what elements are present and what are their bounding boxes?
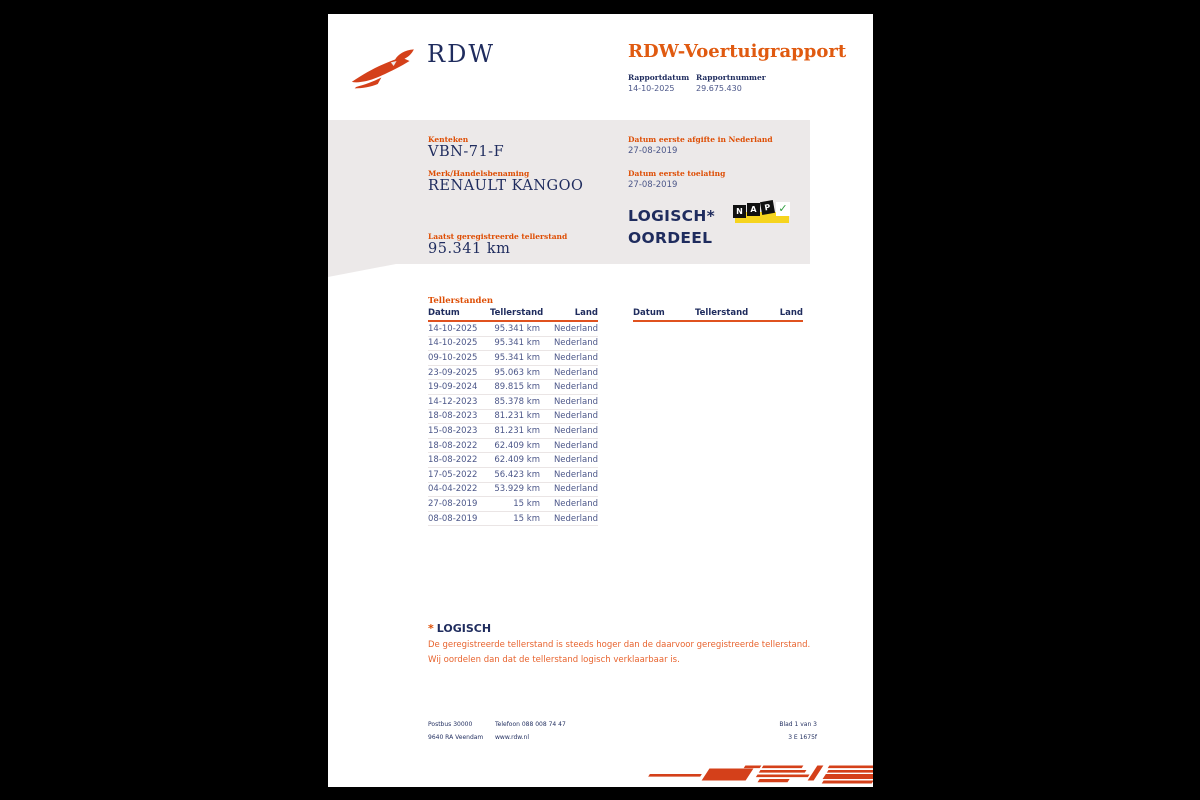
kenteken-label: Kenteken <box>428 135 469 144</box>
footer-page-indicator: Blad 1 van 3 <box>779 721 817 728</box>
table-row <box>428 351 598 366</box>
footer-form-code: 3 E 1675f <box>788 734 817 741</box>
table-cell: 95.341 km <box>494 338 540 349</box>
oordeel-text <box>628 205 715 249</box>
table-cell: 14-12-2023 <box>428 396 478 407</box>
footer-address-line2: 9640 RA Veendam <box>428 734 484 741</box>
table-cell: 56.423 km <box>494 469 540 480</box>
table-cell: 62.409 km <box>494 455 540 466</box>
table-row <box>428 395 598 410</box>
tellerstand-table-left <box>428 308 598 526</box>
table-cell: Nederland <box>553 367 598 378</box>
col-tellerstand: Tellerstand <box>490 308 544 318</box>
table-cell: Nederland <box>553 440 598 451</box>
table-cell: 14-10-2025 <box>428 323 478 334</box>
table-row <box>428 322 598 337</box>
table-cell: 08-08-2019 <box>428 513 478 524</box>
table-cell: Nederland <box>553 425 598 436</box>
nap-logo <box>733 200 793 228</box>
note-title-text: LOGISCH <box>436 622 492 635</box>
table-cell: 04-04-2022 <box>428 484 478 495</box>
footer-address-line1: Postbus 30000 <box>428 721 473 728</box>
tellerstand-label: Laatst geregistreerde tellerstand <box>428 232 568 241</box>
oordeel-line1: LOGISCH* <box>628 207 716 225</box>
table-cell: 23-09-2025 <box>428 367 478 378</box>
nap-letter-n: N <box>733 205 746 218</box>
table-cell: 14-10-2025 <box>428 338 478 349</box>
tellerstanden-section-title: Tellerstanden <box>428 296 494 306</box>
col-tellerstand: Tellerstand <box>695 308 749 318</box>
table-row <box>428 424 598 439</box>
table-cell: 09-10-2025 <box>428 352 478 363</box>
report-number-label: Rapportnummer <box>696 73 766 82</box>
oordeel-line2: OORDEEL <box>628 229 713 247</box>
vehicle-info-panel <box>328 120 810 264</box>
table-cell: 15-08-2023 <box>428 425 478 436</box>
document-title: RDW-Voertuigrapport <box>628 41 847 62</box>
afgifte-label: Datum eerste afgifte in Nederland <box>628 135 773 144</box>
footer-phone: Telefoon 088 008 74 47 <box>495 721 566 728</box>
col-datum: Datum <box>633 308 665 318</box>
table-cell: 89.815 km <box>494 382 540 393</box>
table-cell: 95.341 km <box>494 352 540 363</box>
table-cell: 95.341 km <box>494 323 540 334</box>
merk-value: RENAULT KANGOO <box>428 178 584 194</box>
table-row <box>428 337 598 352</box>
table-cell: 18-08-2022 <box>428 455 478 466</box>
report-page <box>328 14 873 787</box>
note-asterisk: * <box>428 622 434 635</box>
table-cell: 85.378 km <box>494 396 540 407</box>
footer-contact <box>495 718 566 744</box>
table-cell: Nederland <box>553 323 598 334</box>
table-cell: 18-08-2022 <box>428 440 478 451</box>
note-title <box>428 622 491 635</box>
tellerstand-table-left-body <box>428 322 598 526</box>
table-cell: Nederland <box>553 382 598 393</box>
table-cell: Nederland <box>553 338 598 349</box>
table-row <box>428 497 598 512</box>
table-cell: 18-08-2023 <box>428 411 478 422</box>
table-row <box>428 483 598 498</box>
table-cell: Nederland <box>553 396 598 407</box>
footer-stripes-graphic-icon <box>623 763 873 787</box>
table-cell: Nederland <box>553 455 598 466</box>
afgifte-value: 27-08-2019 <box>628 146 678 156</box>
table-row <box>428 366 598 381</box>
table-cell: 62.409 km <box>494 440 540 451</box>
table-row <box>428 410 598 425</box>
table-header-row <box>428 308 598 322</box>
nap-checkmark-icon: ✓ <box>776 202 790 216</box>
toelating-label: Datum eerste toelating <box>628 169 726 178</box>
table-cell: 15 km <box>513 513 540 524</box>
footer-page-info <box>779 718 817 744</box>
note-body: De geregistreerde tellerstand is steeds hoger dan de daarvoor geregistreerde tellerstand. Wij oordelen dan dat de tellerstand logisch verklaarbaar is. <box>428 640 811 665</box>
table-cell: Nederland <box>553 352 598 363</box>
toelating-value: 27-08-2019 <box>628 180 678 190</box>
col-datum: Datum <box>428 308 460 318</box>
table-cell: Nederland <box>553 484 598 495</box>
nap-letter-a: A <box>747 203 760 216</box>
tellerstand-value: 95.341 km <box>428 241 511 257</box>
table-cell: 19-09-2024 <box>428 382 478 393</box>
report-number-value: 29.675.430 <box>696 84 742 93</box>
rdw-wordmark: RDW <box>427 40 495 68</box>
table-cell: 27-08-2019 <box>428 498 478 509</box>
table-row <box>428 453 598 468</box>
table-cell: Nederland <box>553 411 598 422</box>
table-row <box>428 468 598 483</box>
kenteken-value: VBN-71-F <box>428 144 505 160</box>
table-cell: Nederland <box>553 498 598 509</box>
col-land: Land <box>779 308 803 318</box>
table-row <box>428 439 598 454</box>
nap-letter-p: P <box>760 200 775 215</box>
table-cell: Nederland <box>553 469 598 480</box>
tellerstand-table-right <box>633 308 803 322</box>
rdw-bird-logo-icon <box>348 40 422 92</box>
merk-label: Merk/Handelsbenaming <box>428 169 530 178</box>
table-row <box>428 380 598 395</box>
table-cell: Nederland <box>553 513 598 524</box>
table-cell: 81.231 km <box>494 411 540 422</box>
table-cell: 53.929 km <box>494 484 540 495</box>
table-cell: 95.063 km <box>494 367 540 378</box>
table-header-row <box>633 308 803 322</box>
table-cell: 17-05-2022 <box>428 469 478 480</box>
table-cell: 15 km <box>513 498 540 509</box>
table-cell: 81.231 km <box>494 425 540 436</box>
report-date-value: 14-10-2025 <box>628 84 675 93</box>
footer-address <box>428 718 483 744</box>
footer-website: www.rdw.nl <box>495 734 529 741</box>
table-row <box>428 512 598 527</box>
col-land: Land <box>574 308 598 318</box>
report-date-label: Rapportdatum <box>628 73 690 82</box>
